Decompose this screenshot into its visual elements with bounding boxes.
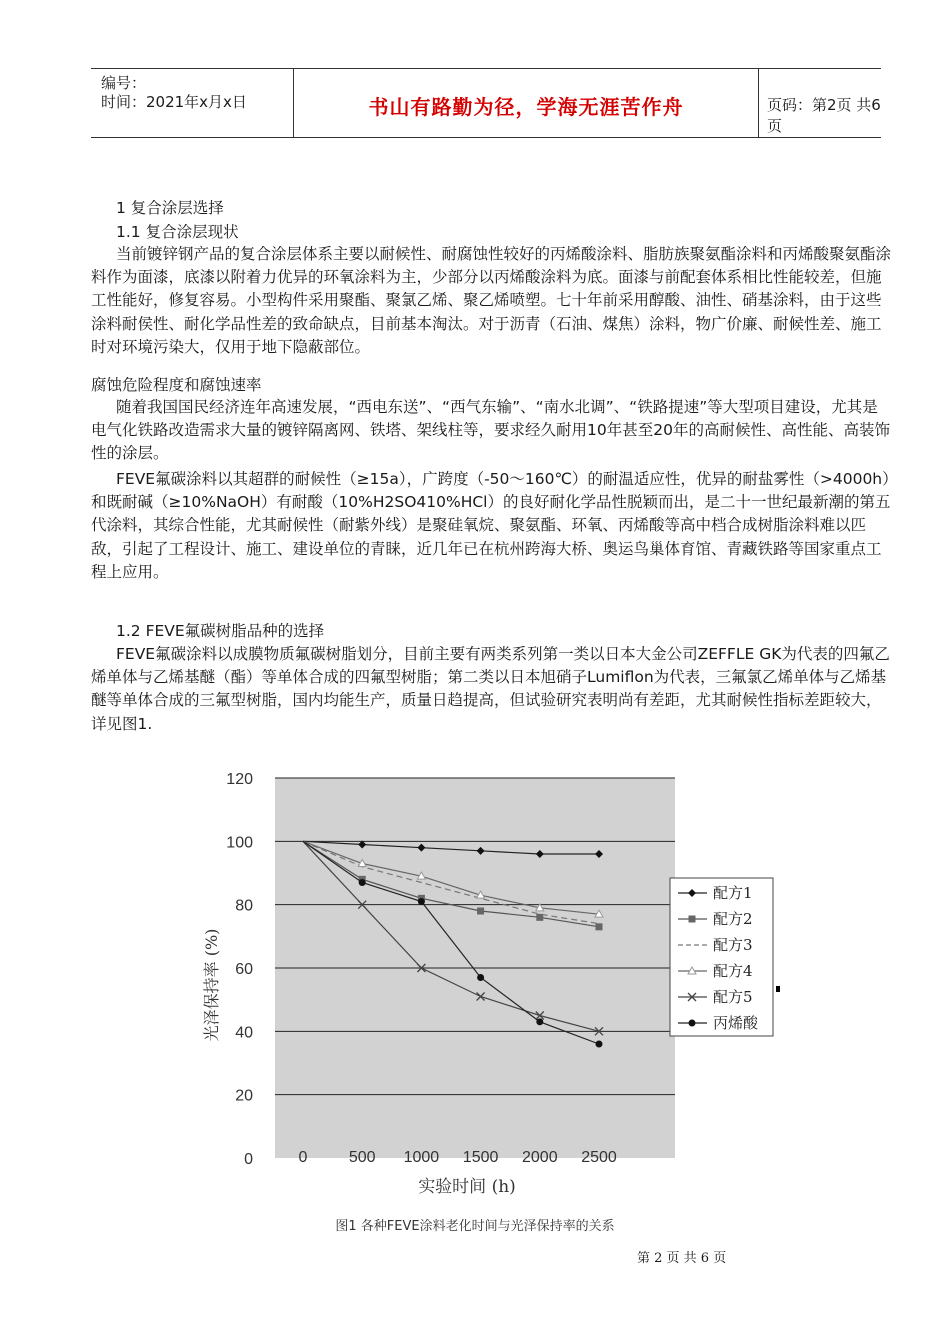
y-tick-label: 0 <box>244 1151 253 1168</box>
paragraph-demand: 随着我国国民经济连年高速发展，“西电东送”、“西气东输”、“南水北调”、“铁路提速”等大型项目建设，尤其是电气化铁路改造需求大量的镀锌隔离网、铁塔、架线柱等，要求经久耐用10年甚至20年的高耐候性、高性能、高装饰性的涂层。 <box>91 398 890 463</box>
section-1-1-title: 1.1 复合涂层现状 <box>116 223 239 241</box>
x-tick-label: 2000 <box>522 1149 558 1166</box>
y-tick-label: 80 <box>235 897 253 915</box>
paragraph-feve-properties: FEVE氟碳涂料以其超群的耐候性（≥15a），广跨度（-50～160℃）的耐温适应性，优异的耐盐雾性（>4000h）和既耐碱（≥10%NaOH）有耐酸（10%H2SO410%HCl）的良好耐化学品性脱颖而出，是二十一世纪最新潮的第五代涂料，其综合性能，尤其耐候性（耐紫外线）是聚硅氧烷、聚氨酯、环氧、丙烯酸等高中档合成树脂涂料难以匹敌，引起了工程设计、施工、建设单位的青睐，近几年已在杭州跨海大桥、奥运鸟巢体育馆、青藏铁路等国家重点工程上应用。 <box>91 470 891 581</box>
page-header <box>91 68 881 138</box>
doc-number-label: 编号： <box>101 74 147 92</box>
header-page-cell <box>757 69 881 137</box>
section-1-title: 1 复合涂层选择 <box>116 199 224 217</box>
header-motto-cell <box>293 69 759 137</box>
y-tick-label: 40 <box>235 1024 253 1042</box>
page-footer: 第 2 页 共 6 页 <box>637 1251 727 1266</box>
header-meta <box>91 69 293 137</box>
x-tick-label: 500 <box>348 1149 376 1166</box>
data-point <box>477 974 484 981</box>
legend-label: 配方2 <box>713 910 753 928</box>
y-tick-label: 100 <box>226 834 253 852</box>
data-point <box>596 923 603 930</box>
gloss-retention-chart <box>195 760 785 1210</box>
corrosion-risk-title: 腐蚀危险程度和腐蚀速率 <box>91 376 262 394</box>
section-1-2-title: 1.2 FEVE氟碳树脂品种的选择 <box>116 622 325 640</box>
y-tick-label: 120 <box>226 771 253 788</box>
figure-caption: 图1 各种FEVE涂料老化时间与光泽保持率的关系 <box>335 1219 615 1234</box>
data-point <box>359 879 366 886</box>
x-tick-label: 0 <box>298 1149 308 1166</box>
data-point <box>418 898 425 905</box>
y-tick-label: 20 <box>235 1087 253 1105</box>
legend-label: 配方4 <box>713 962 753 980</box>
x-tick-label: 2500 <box>581 1149 617 1166</box>
paragraph-coating-status: 当前镀锌钢产品的复合涂层体系主要以耐候性、耐腐蚀性较好的丙烯酸涂料、脂肪族聚氨酯涂料和丙烯酸聚氨酯涂料作为面漆，底漆以附着力优异的环氧涂料为主，少部分以丙烯酸涂料为底。面漆与前配套体系相比性能较差，但施工性能好，修复容易。小型构件采用聚酯、聚氯乙烯、聚乙烯喷塑。七十年前采用醇酸、油性、硝基涂料，由于这些涂料耐侯性、耐化学品性差的致命缺点，目前基本淘汰。对于沥青（石油、煤焦）涂料，物广价廉、耐候性差、施工时对环境污染大，仅用于地下隐蔽部位。 <box>91 245 892 356</box>
paragraph-feve-resin: FEVE氟碳涂料以成膜物质氟碳树脂划分，目前主要有两类系列第一类以日本大金公司ZEFFLE GK为代表的四氟乙烯单体与乙烯基醚（酯）等单体合成的四氟型树脂；第二类以日本旭硝子Lumiflon为代表，三氟氯乙烯单体与乙烯基醚等单体合成的三氟型树脂，国内均能生产，质量日趋提高，但试验研究表明尚有差距，尤其耐候性指标差距较大，详见图1. <box>91 645 890 733</box>
header-page-label: 页码：第2页 共6页 <box>767 96 881 135</box>
data-point <box>596 1041 603 1048</box>
header-motto: 书山有路勤为径，学海无涯苦作舟 <box>368 95 684 119</box>
legend-label: 配方3 <box>713 936 753 954</box>
x-tick-label: 1000 <box>403 1149 440 1166</box>
doc-time-label: 时间：2021年x月x日 <box>101 93 247 111</box>
legend-marker <box>689 1020 696 1027</box>
x-axis-label: 实验时间 (h) <box>418 1177 516 1197</box>
legend-marker <box>689 916 696 923</box>
y-tick-label: 60 <box>235 961 253 978</box>
y-axis-label: 光泽保持率 (%) <box>202 928 221 1042</box>
legend-label: 丙烯酸 <box>713 1014 759 1032</box>
legend-label: 配方5 <box>713 988 753 1006</box>
legend-label: 配方1 <box>713 884 753 902</box>
data-point <box>477 908 484 915</box>
stray-mark <box>776 986 780 992</box>
data-point <box>536 1018 543 1025</box>
x-tick-label: 1500 <box>462 1149 499 1166</box>
